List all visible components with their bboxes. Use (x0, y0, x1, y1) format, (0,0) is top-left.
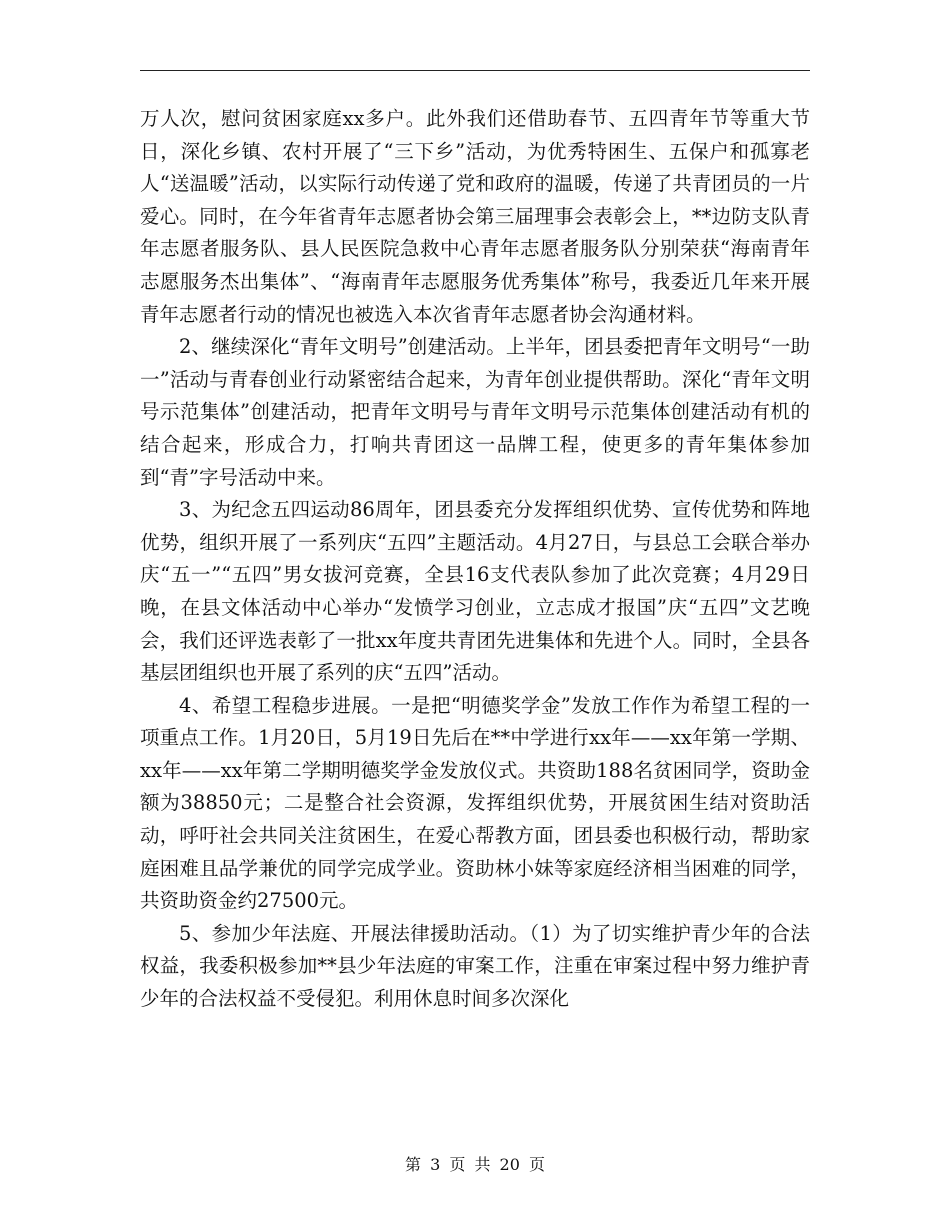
page-number-footer: 第 3 页 共 20 页 (405, 1155, 545, 1174)
paragraph-item-4: 4、希望工程稳步进展。一是把“明德奖学金”发放工作作为希望工程的一项重点工作。1月20日，5月19日先后在**中学进行xx年——xx年第一学期、xx年——xx年第二学期明德奖学金发放仪式。共资助188名贫困同学，资助金额为38850元；二是整合社会资源，发挥组织优势，开展贫困生结对资助活动，呼吁社会共同关注贫困生，在爱心帮教方面，团县委也积极行动，帮助家庭困难且品学兼优的同学完成学业。资助林小妹等家庭经济相当困难的同学，共资助资金约27500元。 (140, 693, 810, 913)
paragraph-item-5: 5、参加少年法庭、开展法律援助活动。（1）为了切实维护青少年的合法权益，我委积极参加**县少年法庭的审案工作，注重在审案过程中努力维护青少年的合法权益不受侵犯。利用休息时间多次深化 (140, 921, 810, 1011)
header-rule (140, 70, 810, 71)
paragraph-item-3: 3、为纪念五四运动86周年，团县委充分发挥组织优势、宣传优势和阵地优势，组织开展了一系列庆“五四”主题活动。4月27日，与县总工会联合举办庆“五一”“五四”男女拔河竞赛，全县16支代表队参加了此次竞赛；4月29日晚，在县文体活动中心举办“发愤学习创业，立志成才报国”庆“五四”文艺晚会，我们还评选表彰了一批xx年度共青团先进集体和先进个人。同时，全县各基层团组织也开展了系列的庆“五四”活动。 (140, 498, 810, 685)
paragraph-item-2: 2、继续深化“青年文明号”创建活动。上半年，团县委把青年文明号“一助一”活动与青春创业行动紧密结合起来，为青年创业提供帮助。深化“青年文明号示范集体”创建活动，把青年文明号与青年文明号示范集体创建活动有机的结合起来，形成合力，打响共青团这一品牌工程，使更多的青年集体参加到“青”字号活动中来。 (140, 335, 810, 489)
document-body (140, 103, 810, 1016)
paragraph-continuation: 万人次，慰问贫困家庭xx多户。此外我们还借助春节、五四青年节等重大节日，深化乡镇、农村开展了“三下乡”活动，为优秀特困生、五保户和孤寡老人“送温暖”活动，以实际行动传递了党和政府的温暖，传递了共青团员的一片爱心。同时，在今年省青年志愿者协会第三届理事会表彰会上，**边防支队青年志愿者服务队、县人民医院急救中心青年志愿者服务队分别荣获“海南青年志愿服务杰出集体”、“海南青年志愿服务优秀集体”称号，我委近几年来开展青年志愿者行动的情况也被选入本次省青年志愿者协会沟通材料。 (140, 107, 810, 326)
